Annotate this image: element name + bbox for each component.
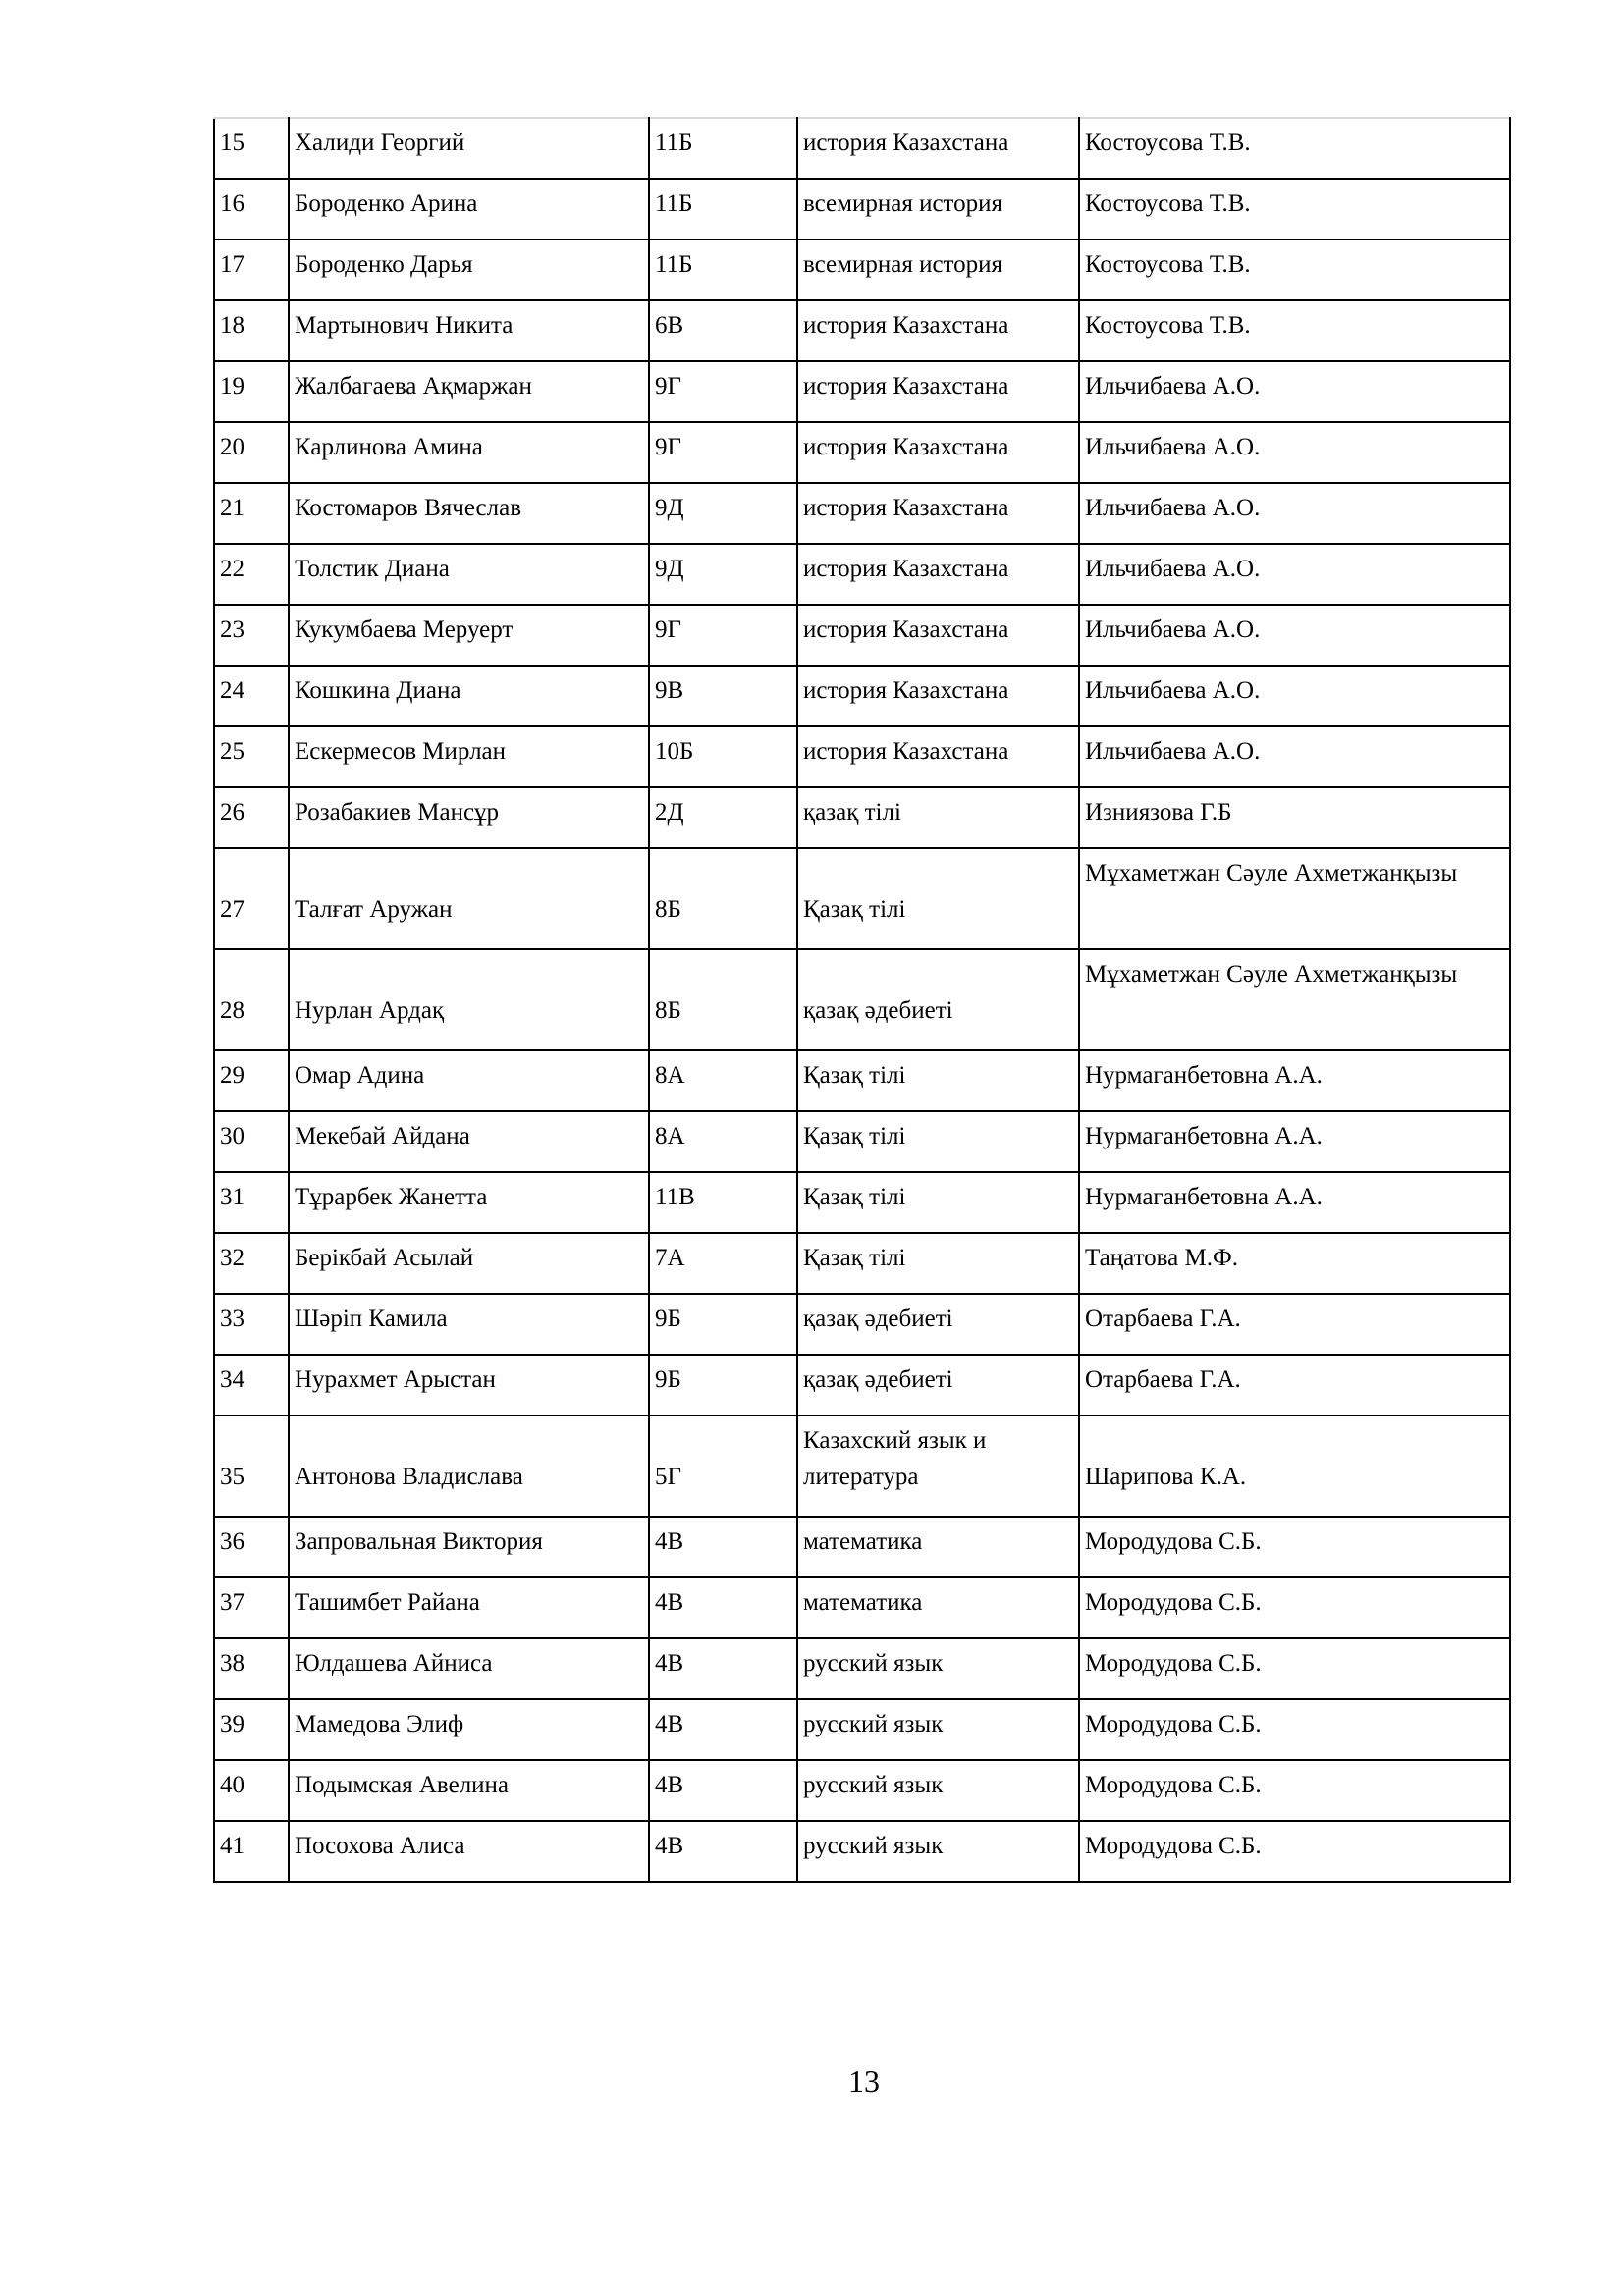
table-row <box>214 240 1510 300</box>
subject-cell: история Казахстана <box>797 726 1079 787</box>
row-number-cell: 40 <box>214 1760 289 1821</box>
subject-cell: история Казахстана <box>797 605 1079 666</box>
subject-cell: Қазақ тілі <box>797 848 1079 949</box>
row-number-cell: 39 <box>214 1699 289 1760</box>
row-number-cell: 23 <box>214 605 289 666</box>
student-name-cell: Мекебай Айдана <box>289 1111 649 1172</box>
row-number-cell: 20 <box>214 422 289 483</box>
student-name-cell: Костомаров Вячеслав <box>289 483 649 544</box>
teacher-cell: Отарбаева Г.А. <box>1079 1355 1510 1415</box>
class-cell: 4В <box>649 1760 797 1821</box>
class-cell: 4В <box>649 1517 797 1577</box>
table-row <box>214 1415 1510 1517</box>
teacher-cell: Нурмаганбетовна А.А. <box>1079 1111 1510 1172</box>
teacher-cell: Мородудова С.Б. <box>1079 1699 1510 1760</box>
subject-cell: математика <box>797 1517 1079 1577</box>
subject-cell: всемирная история <box>797 240 1079 300</box>
subject-cell: Қазақ тілі <box>797 1233 1079 1294</box>
class-cell: 4В <box>649 1577 797 1638</box>
student-name-cell: Кошкина Диана <box>289 666 649 726</box>
row-number-cell: 29 <box>214 1050 289 1111</box>
table-row <box>214 1821 1510 1882</box>
class-cell: 7А <box>649 1233 797 1294</box>
subject-cell: история Казахстана <box>797 483 1079 544</box>
teacher-cell: Ильчибаева А.О. <box>1079 483 1510 544</box>
subject-cell: история Казахстана <box>797 300 1079 361</box>
class-cell: 11Б <box>649 240 797 300</box>
row-number-cell: 33 <box>214 1294 289 1355</box>
subject-cell: Қазақ тілі <box>797 1050 1079 1111</box>
teacher-cell: Мородудова С.Б. <box>1079 1577 1510 1638</box>
student-name-cell: Жалбагаева Ақмаржан <box>289 361 649 422</box>
row-number-cell: 41 <box>214 1821 289 1882</box>
student-name-cell: Нурлан Ардақ <box>289 949 649 1050</box>
subject-cell: история Казахстана <box>797 666 1079 726</box>
class-cell: 9Г <box>649 361 797 422</box>
subject-cell: всемирная история <box>797 179 1079 240</box>
subject-cell: русский язык <box>797 1638 1079 1699</box>
class-cell: 9Б <box>649 1294 797 1355</box>
student-name-cell: Талғат Аружан <box>289 848 649 949</box>
row-number-cell: 36 <box>214 1517 289 1577</box>
teacher-cell: Таңатова М.Ф. <box>1079 1233 1510 1294</box>
table-row <box>214 544 1510 605</box>
teacher-cell: Нурмаганбетовна А.А. <box>1079 1050 1510 1111</box>
row-number-cell: 30 <box>214 1111 289 1172</box>
class-cell: 9Г <box>649 422 797 483</box>
student-name-cell: Ташимбет Райана <box>289 1577 649 1638</box>
subject-cell: история Казахстана <box>797 544 1079 605</box>
subject-cell: Қазақ тілі <box>797 1172 1079 1233</box>
student-name-cell: Посохова Алиса <box>289 1821 649 1882</box>
subject-cell: Казахский язык и литература <box>797 1415 1079 1517</box>
teacher-cell: Изниязова Г.Б <box>1079 787 1510 848</box>
subject-cell: история Казахстана <box>797 422 1079 483</box>
teacher-cell: Нурмаганбетовна А.А. <box>1079 1172 1510 1233</box>
student-name-cell: Толстик Диана <box>289 544 649 605</box>
teacher-cell: Отарбаева Г.А. <box>1079 1294 1510 1355</box>
subject-cell: қазақ тілі <box>797 787 1079 848</box>
class-cell: 9Г <box>649 605 797 666</box>
student-name-cell: Мамедова Элиф <box>289 1699 649 1760</box>
participants-table-body <box>214 118 1510 1882</box>
table-row <box>214 361 1510 422</box>
student-name-cell: Подымская Авелина <box>289 1760 649 1821</box>
row-number-cell: 27 <box>214 848 289 949</box>
teacher-cell: Мұхаметжан Сәуле Ахметжанқызы <box>1079 848 1510 949</box>
teacher-cell: Ильчибаева А.О. <box>1079 361 1510 422</box>
class-cell: 9Д <box>649 544 797 605</box>
table-row <box>214 1355 1510 1415</box>
student-name-cell: Ескермесов Мирлан <box>289 726 649 787</box>
teacher-cell: Костоусова Т.В. <box>1079 118 1510 179</box>
table-row <box>214 605 1510 666</box>
class-cell: 11Б <box>649 179 797 240</box>
row-number-cell: 26 <box>214 787 289 848</box>
row-number-cell: 32 <box>214 1233 289 1294</box>
student-name-cell: Бороденко Арина <box>289 179 649 240</box>
row-number-cell: 22 <box>214 544 289 605</box>
subject-cell: қазақ әдебиеті <box>797 1294 1079 1355</box>
teacher-cell: Ильчибаева А.О. <box>1079 605 1510 666</box>
class-cell: 8Б <box>649 848 797 949</box>
class-cell: 10Б <box>649 726 797 787</box>
row-number-cell: 17 <box>214 240 289 300</box>
table-row <box>214 1760 1510 1821</box>
table-row <box>214 1577 1510 1638</box>
student-name-cell: Юлдашева Айниса <box>289 1638 649 1699</box>
table-row <box>214 726 1510 787</box>
subject-cell: русский язык <box>797 1760 1079 1821</box>
student-name-cell: Мартынович Никита <box>289 300 649 361</box>
teacher-cell: Мородудова С.Б. <box>1079 1638 1510 1699</box>
teacher-cell: Ильчибаева А.О. <box>1079 422 1510 483</box>
class-cell: 5Г <box>649 1415 797 1517</box>
table-row <box>214 1111 1510 1172</box>
table-row <box>214 787 1510 848</box>
class-cell: 8Б <box>649 949 797 1050</box>
class-cell: 4В <box>649 1821 797 1882</box>
table-row <box>214 300 1510 361</box>
class-cell: 11В <box>649 1172 797 1233</box>
table-row <box>214 1050 1510 1111</box>
student-name-cell: Омар Адина <box>289 1050 649 1111</box>
student-name-cell: Шәріп Камила <box>289 1294 649 1355</box>
student-name-cell: Запровальная Виктория <box>289 1517 649 1577</box>
teacher-cell: Шарипова К.А. <box>1079 1415 1510 1517</box>
subject-cell: русский язык <box>797 1821 1079 1882</box>
teacher-cell: Костоусова Т.В. <box>1079 300 1510 361</box>
row-number-cell: 37 <box>214 1577 289 1638</box>
class-cell: 4В <box>649 1638 797 1699</box>
class-cell: 9Б <box>649 1355 797 1415</box>
row-number-cell: 19 <box>214 361 289 422</box>
row-number-cell: 21 <box>214 483 289 544</box>
row-number-cell: 34 <box>214 1355 289 1415</box>
subject-cell: история Казахстана <box>797 118 1079 179</box>
class-cell: 11Б <box>649 118 797 179</box>
teacher-cell: Мородудова С.Б. <box>1079 1517 1510 1577</box>
class-cell: 6В <box>649 300 797 361</box>
student-name-cell: Берікбай Асылай <box>289 1233 649 1294</box>
table-row <box>214 949 1510 1050</box>
row-number-cell: 25 <box>214 726 289 787</box>
table-row <box>214 848 1510 949</box>
subject-cell: қазақ әдебиеті <box>797 1355 1079 1415</box>
teacher-cell: Мородудова С.Б. <box>1079 1760 1510 1821</box>
participants-table <box>213 117 1511 1883</box>
subject-cell: қазақ әдебиеті <box>797 949 1079 1050</box>
subject-cell: математика <box>797 1577 1079 1638</box>
teacher-cell: Ильчибаева А.О. <box>1079 666 1510 726</box>
table-row <box>214 1638 1510 1699</box>
table-row <box>214 422 1510 483</box>
table-row <box>214 1172 1510 1233</box>
subject-cell: история Казахстана <box>797 361 1079 422</box>
row-number-cell: 15 <box>214 118 289 179</box>
student-name-cell: Розабакиев Мансұр <box>289 787 649 848</box>
page-number: 13 <box>848 2063 880 2099</box>
teacher-cell: Костоусова Т.В. <box>1079 179 1510 240</box>
teacher-cell: Костоусова Т.В. <box>1079 240 1510 300</box>
table-row <box>214 1517 1510 1577</box>
class-cell: 4В <box>649 1699 797 1760</box>
student-name-cell: Карлинова Амина <box>289 422 649 483</box>
teacher-cell: Ильчибаева А.О. <box>1079 544 1510 605</box>
teacher-cell: Мұхаметжан Сәуле Ахметжанқызы <box>1079 949 1510 1050</box>
class-cell: 9В <box>649 666 797 726</box>
student-name-cell: Кукумбаева Меруерт <box>289 605 649 666</box>
table-row <box>214 1233 1510 1294</box>
class-cell: 2Д <box>649 787 797 848</box>
row-number-cell: 16 <box>214 179 289 240</box>
row-number-cell: 18 <box>214 300 289 361</box>
teacher-cell: Мородудова С.Б. <box>1079 1821 1510 1882</box>
subject-cell: русский язык <box>797 1699 1079 1760</box>
student-name-cell: Антонова Владислава <box>289 1415 649 1517</box>
row-number-cell: 28 <box>214 949 289 1050</box>
table-row <box>214 1294 1510 1355</box>
table-row <box>214 666 1510 726</box>
table-row <box>214 1699 1510 1760</box>
row-number-cell: 38 <box>214 1638 289 1699</box>
student-name-cell: Халиди Георгий <box>289 118 649 179</box>
row-number-cell: 24 <box>214 666 289 726</box>
teacher-cell: Ильчибаева А.О. <box>1079 726 1510 787</box>
student-name-cell: Бороденко Дарья <box>289 240 649 300</box>
row-number-cell: 35 <box>214 1415 289 1517</box>
table-row <box>214 179 1510 240</box>
class-cell: 8А <box>649 1111 797 1172</box>
class-cell: 8А <box>649 1050 797 1111</box>
student-name-cell: Тұрарбек Жанетта <box>289 1172 649 1233</box>
row-number-cell: 31 <box>214 1172 289 1233</box>
table-row <box>214 483 1510 544</box>
subject-cell: Қазақ тілі <box>797 1111 1079 1172</box>
student-name-cell: Нурахмет Арыстан <box>289 1355 649 1415</box>
table-row <box>214 118 1510 179</box>
class-cell: 9Д <box>649 483 797 544</box>
